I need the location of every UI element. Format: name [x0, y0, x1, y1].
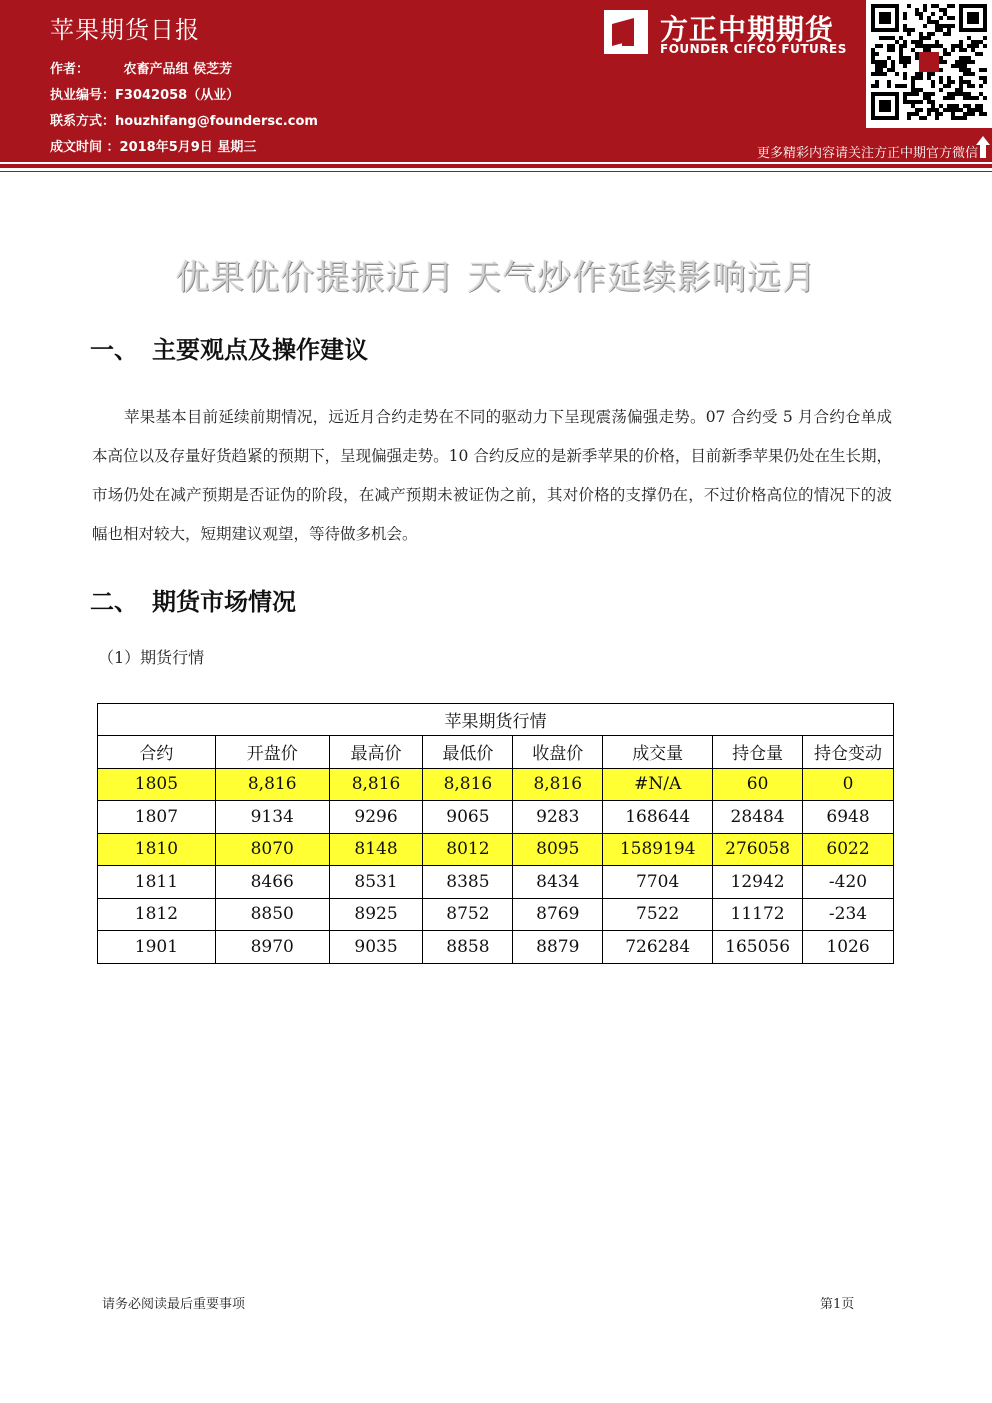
contact-value[interactable]: houzhifang@foundersc.com — [115, 114, 318, 129]
table-cell: 1805 — [98, 768, 216, 801]
table-cell: 8,816 — [513, 768, 603, 801]
table-cell: 1901 — [98, 931, 216, 964]
table-row — [98, 801, 894, 834]
license-value: F3042058（从业） — [115, 88, 240, 103]
table-cell: 9296 — [329, 801, 423, 834]
table-cell: 7704 — [603, 866, 713, 899]
table-header-row — [98, 736, 894, 769]
date-value: 2018年5月9日 星期三 — [119, 140, 257, 155]
wechat-qr-code — [866, 0, 992, 128]
table-cell: 6022 — [803, 833, 894, 866]
section-1-heading — [90, 330, 368, 365]
report-title: 优果优价提振近月 天气炒作延续影响远月 — [175, 258, 817, 298]
table-cell: 6948 — [803, 801, 894, 834]
table-cell: 1810 — [98, 833, 216, 866]
column-header: 持仓变动 — [803, 736, 894, 769]
table-cell: 8070 — [215, 833, 329, 866]
table-cell: 7522 — [603, 898, 713, 931]
table-cell: #N/A — [603, 768, 713, 801]
futures-quote-table — [97, 703, 894, 964]
table-cell: 9134 — [215, 801, 329, 834]
section-1-number: 一、 — [90, 336, 138, 364]
table-cell: 60 — [713, 768, 803, 801]
report-header — [0, 0, 992, 162]
contact-label: 联系方式： — [50, 114, 116, 129]
logo-english-name: FOUNDER CIFCO FUTURES — [660, 42, 847, 56]
table-cell: 0 — [803, 768, 894, 801]
section-2-heading — [90, 582, 296, 617]
section-1-paragraph: 苹果基本目前延续前期情况，远近月合约走势在不同的驱动力下呈现震荡偏强走势。07 合约受 5 月合约仓单成本高位以及存量好货趋紧的预期下，呈现偏强走势。10 合约反应的是新季苹果的价格，目前新季苹果仍处在生长期，市场仍处在减产预期是否证伪的阶段，在减产预期未被证伪之前，其对价格的支撑仍在，不过价格高位的情况下的波幅也相对较大，短期建议观望，等待做多机会。 — [92, 408, 892, 543]
page-number: 第1页 — [820, 1297, 855, 1312]
section-2-number: 二、 — [90, 588, 138, 616]
section-1-title: 主要观点及操作建议 — [152, 336, 368, 364]
table-cell: 1811 — [98, 866, 216, 899]
table-cell: 1589194 — [603, 833, 713, 866]
table-row — [98, 866, 894, 899]
table-row — [98, 768, 894, 801]
table-cell: 9283 — [513, 801, 603, 834]
table-cell: -420 — [803, 866, 894, 899]
table-cell: 9035 — [329, 931, 423, 964]
table-cell: 8,816 — [215, 768, 329, 801]
column-header: 合约 — [98, 736, 216, 769]
author-label: 作者： — [50, 62, 90, 77]
table-cell: 8970 — [215, 931, 329, 964]
table-cell: 8148 — [329, 833, 423, 866]
table-cell: 8858 — [423, 931, 513, 964]
section-2-title: 期货市场情况 — [152, 588, 296, 616]
license-line — [50, 84, 239, 103]
column-header: 开盘价 — [215, 736, 329, 769]
futures-quote-subtitle: （1）期货行情 — [98, 648, 205, 667]
table-cell: 726284 — [603, 931, 713, 964]
header-divider — [0, 164, 992, 168]
table-caption: 苹果期货行情 — [98, 704, 894, 736]
table-cell: 8434 — [513, 866, 603, 899]
table-cell: 165056 — [713, 931, 803, 964]
table-cell: 8095 — [513, 833, 603, 866]
table-cell: 1026 — [803, 931, 894, 964]
table-cell: 8879 — [513, 931, 603, 964]
table-cell: 8769 — [513, 898, 603, 931]
table-cell: -234 — [803, 898, 894, 931]
header-divider-thin — [0, 171, 992, 172]
author-line — [50, 58, 232, 77]
table-cell: 11172 — [713, 898, 803, 931]
column-header: 最高价 — [329, 736, 423, 769]
column-header: 持仓量 — [713, 736, 803, 769]
table-cell: 8752 — [423, 898, 513, 931]
license-label: 执业编号： — [50, 88, 116, 103]
logo-mark-icon — [604, 10, 648, 54]
author-value: 农畜产品组 侯芝芳 — [123, 62, 233, 77]
column-header: 成交量 — [603, 736, 713, 769]
table-cell: 8531 — [329, 866, 423, 899]
table-row — [98, 898, 894, 931]
table-cell: 8466 — [215, 866, 329, 899]
qr-code-icon — [871, 4, 987, 120]
table-cell: 168644 — [603, 801, 713, 834]
table-row — [98, 931, 894, 964]
table-cell: 8,816 — [423, 768, 513, 801]
company-logo — [600, 6, 860, 58]
table-cell: 8012 — [423, 833, 513, 866]
date-label: 成文时间 ： — [50, 140, 120, 155]
table-cell: 8385 — [423, 866, 513, 899]
table-cell: 12942 — [713, 866, 803, 899]
table-cell: 276058 — [713, 833, 803, 866]
column-header: 最低价 — [423, 736, 513, 769]
table-cell: 8,816 — [329, 768, 423, 801]
column-header: 收盘价 — [513, 736, 603, 769]
table-row — [98, 833, 894, 866]
table-cell: 1812 — [98, 898, 216, 931]
table-cell: 8925 — [329, 898, 423, 931]
report-series-title: 苹果期货日报 — [50, 16, 200, 44]
table-cell: 8850 — [215, 898, 329, 931]
contact-line — [50, 110, 318, 129]
date-line — [50, 136, 256, 155]
footer-notice: 请务必阅读最后重要事项 — [102, 1297, 246, 1312]
up-arrow-icon — [976, 136, 990, 158]
table-cell: 1807 — [98, 801, 216, 834]
table-cell: 9065 — [423, 801, 513, 834]
table-cell: 28484 — [713, 801, 803, 834]
follow-wechat-text: 更多精彩内容请关注方正中期官方微信 — [756, 146, 978, 161]
logo-chinese-name: 方正中期期货 — [660, 13, 835, 46]
